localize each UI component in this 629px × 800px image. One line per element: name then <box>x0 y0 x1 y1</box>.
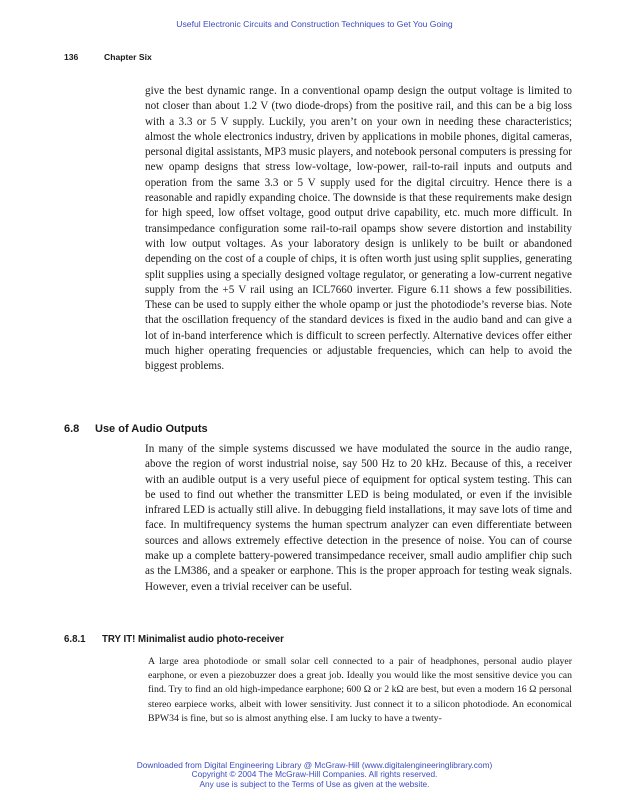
footer-download-link[interactable]: Downloaded from Digital Engineering Library @ McGraw-Hill (www.digitalengineeringlibrary.com) <box>136 760 493 770</box>
section-heading <box>64 423 208 435</box>
footer-copyright: Copyright © 2004 The McGraw-Hill Companies. All rights reserved. <box>191 769 438 780</box>
running-banner: Useful Electronic Circuits and Construction Techniques to Get You Going <box>176 19 453 29</box>
section-title: Use of Audio Outputs <box>95 423 208 435</box>
footer <box>0 761 629 789</box>
section-number: 6.8 <box>64 423 80 435</box>
body-paragraph: give the best dynamic range. In a conventional opamp design the output voltage is limited to not closer than about 1.2 V (two diode-drops) from the positive rail, and this can be a big loss with a 3.3 or 5 V supply. Luckily, you aren’t on your own in needing these characteristics; almost the whole electronics industry, driven by applications in mobile phones, digital cameras, personal digital assistants, MP3 music players, and notebook personal computers is pressing for new opamp designs that stress low-voltage, low-power, rail-to-rail inputs and outputs and operation from the same 3.3 or 5 V supply used for the digital circuitry. Hence there is a reasonable and rapidly expanding choice. The downside is that these requirements make design for high speed, low offset voltage, good output drive capability, etc. much more difficult. In transimpedance configuration some rail-to-rail opamps show severe distortion and instability with low output voltages. As your laboratory design is unlikely to be built or abandoned depending on the cost of a couple of chips, it is often worth just using split supplies, generating split supplies using a specially designed voltage regulator, or generating a low-current negative supply from the +5 V rail using an ICL7660 inverter. Figure 6.11 shows a few possibilities. These can be used to supply either the whole opamp or just the photodiode’s reverse bias. Note that the oscillation frequency of the standard devices is fixed in the audio band and can give a lot of in-band interference which is difficult to screen perfectly. Alternative devices offer either much higher operating frequencies or adjustable frequencies, which can help to avoid the biggest problems. <box>145 85 572 373</box>
footer-terms: Any use is subject to the Terms of Use as given at the website. <box>199 778 430 789</box>
running-head <box>64 52 152 62</box>
body-paragraph: In many of the simple systems discussed we have modulated the source in the audio range, above the region of worst industrial noise, say 500 Hz to 20 kHz. Because of this, a receiver with an audible output is a very useful piece of equipment for optical system testing. This can be used to find out whether the transmitter LED is being modulated, or even if the invisible infrared LED is actually still alive. In debugging field installations, it may save lots of time and face. In multifrequency systems the human spectrum analyzer can even differentiate between sources and allows extremely effective detection in the presence of noise. You can of course make up a complete battery-powered transimpedance receiver, small audio amplifier chip such as the LM386, and a speaker or earphone. This is the proper approach for testing weak signals. However, even a trivial receiver can be useful. <box>145 443 572 593</box>
chapter-label: Chapter Six <box>104 52 152 62</box>
subsection-number: 6.8.1 <box>64 634 86 645</box>
subsection-heading <box>64 634 284 645</box>
page-number: 136 <box>64 52 79 62</box>
subsection-title: TRY IT! Minimalist audio photo-receiver <box>102 634 284 645</box>
body-paragraph: A large area photodiode or small solar cell connected to a pair of headphones, personal audio player earphone, or even a piezobuzzer does a great job. Ideally you would like the most sensitive device you can find. Try to find an old high-impedance earphone; 600 Ω or 2 kΩ are best, but even a modern 16 Ω personal stereo earpiece works, albeit with lower sensitivity. Just connect it to a silicon photodiode. An economical BPW34 is fine, but so is almost anything else. I am lucky to have a twenty- <box>148 656 572 724</box>
